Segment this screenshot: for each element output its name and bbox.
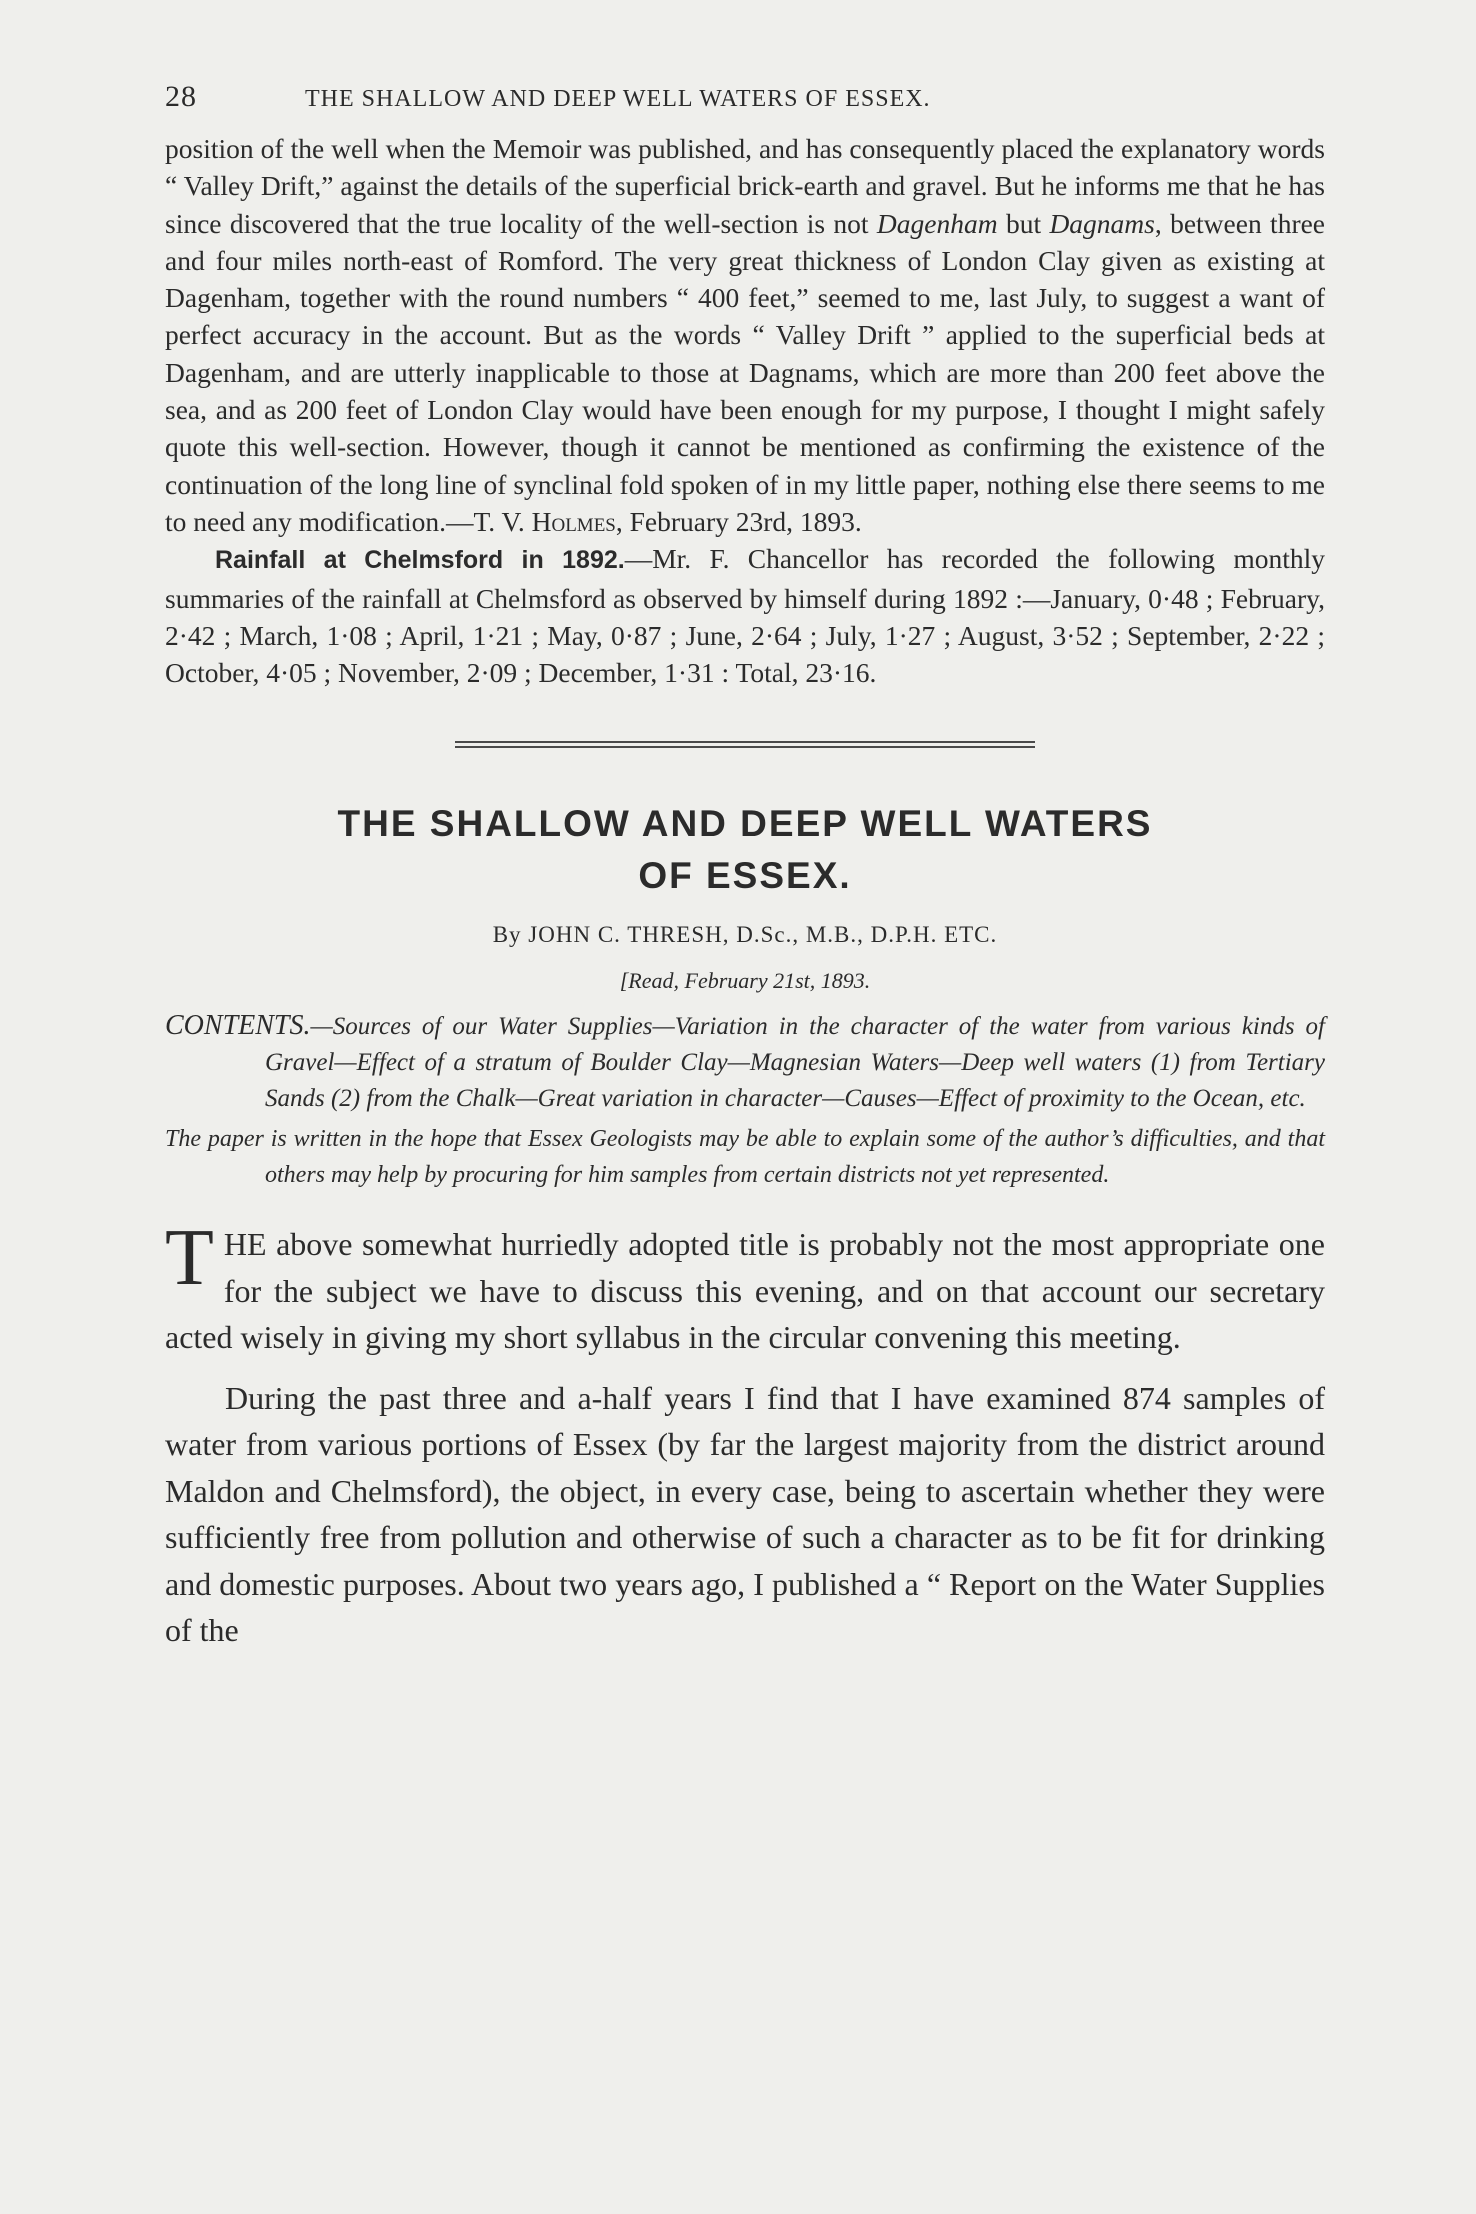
running-title: THE SHALLOW AND DEEP WELL WATERS OF ESSEX. (305, 86, 931, 112)
para1-text-3: , between three and four miles north-east of Romford. The very great thickness of London Clay given as existing at Dagenham, together with the round numbers “ 400 feet,” seemed to me, last July, to suggest a want of perfect accuracy in the account. But as the words “ Valley Drift ” applied to the superficial beds at Dagenham, and are utterly inapplicable to those at Dagnams, which are more than 200 feet above the sea, and as 200 feet of London Clay would have been enough for my purpose, I thought I might safely quote this well-section. However, though it cannot be mentioned as confirming the existence of the continuation of the long line of synclinal fold spoken of in my little paper, nothing else there seems to me to need any modification.—T. V. (165, 207, 1326, 537)
intro-paragraph-1 (165, 1214, 1325, 1361)
contents (165, 1008, 1325, 1117)
article-title-line-1: THE SHALLOW AND DEEP WELL WATERS (337, 803, 1153, 845)
read-date: [Read, February 21st, 1893. (619, 968, 871, 994)
para1-italic-dagenham: Dagenham (876, 207, 998, 239)
para1-text-1: position of the well when the Memoir was published, and has consequently placed the explanatory words “ Valley Drift,” against the details of the superficial brick-earth and gravel. But he informs me that he has since discovered that the true locality of the well-section is not (165, 133, 1325, 239)
para1-author: Holmes (531, 505, 616, 537)
drop-cap: T (165, 1214, 214, 1303)
rainfall-text: —Mr. F. Chancellor has recorded the following monthly summaries of the rainfall at Chelmsford as observed by himself during 1892 :—January, 0·48 ; February, 2·42 ; March, 1·08 ; April, 1·21 ; May, 0·87 ; June, 2·64 ; July, 1·27 ; August, 3·52 ; September, 2·22 ; October, 4·05 ; November, 2·09 ; December, 1·31 : Total, 23·16. (165, 543, 1325, 689)
contents-text: —Sources of our Water Supplies—Variation in the character of the water from various kinds of Gravel—Effect of a stratum of Boulder Clay—Magnesian Waters—Deep well waters (1) from Tertiary Sands (2) from the Chalk—Great variation in character—Causes—Effect of proximity to the Ocean, etc. (265, 1013, 1325, 1113)
holmes-paragraph (165, 130, 1325, 540)
para1-italic-dagnams: Dagnams (1049, 207, 1155, 239)
para1-text-2: but (997, 207, 1050, 239)
article-body (165, 1214, 1325, 1654)
intro-paragraph-2: During the past three and a-half years I find that I have examined 874 samples of water from various portions of Essex (by far the largest majority from the district around Maldon and Chelmsford), the object, in every case, being to ascertain whether they were sufficiently free from pollution and otherwise of such a character as to be fit for drinking and domestic purposes. About two years ago, I published a “ Report on the Water Supplies of the (165, 1379, 1325, 1649)
contents-label: CONTENTS. (165, 1010, 311, 1042)
section-divider (455, 741, 1035, 748)
para1-text-4: , February 23rd, 1893. (615, 505, 862, 537)
intro-text-1: HE above somewhat hurriedly adopted title is probably not the most appropriate one for the subject we have to discuss this evening, and on that account our secretary acted wisely in giving my short syllabus in the circular convening this meeting. (165, 1226, 1325, 1356)
article-title (165, 798, 1325, 902)
page-number: 28 (165, 80, 197, 113)
author-note: The paper is written in the hope that Essex Geologists may be able to explain some of the author’s difficulties, and that others may help by procuring for him samples from certain districts not yet represented. (165, 1126, 1325, 1189)
page (165, 80, 1325, 1654)
rainfall-heading: Rainfall at Chelmsford in 1892. (215, 546, 625, 575)
rainfall-paragraph (165, 540, 1325, 691)
body-text (165, 130, 1325, 691)
running-head (165, 80, 1325, 130)
article-title-line-2: OF ESSEX. (638, 855, 852, 897)
byline: By JOHN C. THRESH, D.Sc., M.B., D.P.H. ETC. (492, 922, 998, 948)
